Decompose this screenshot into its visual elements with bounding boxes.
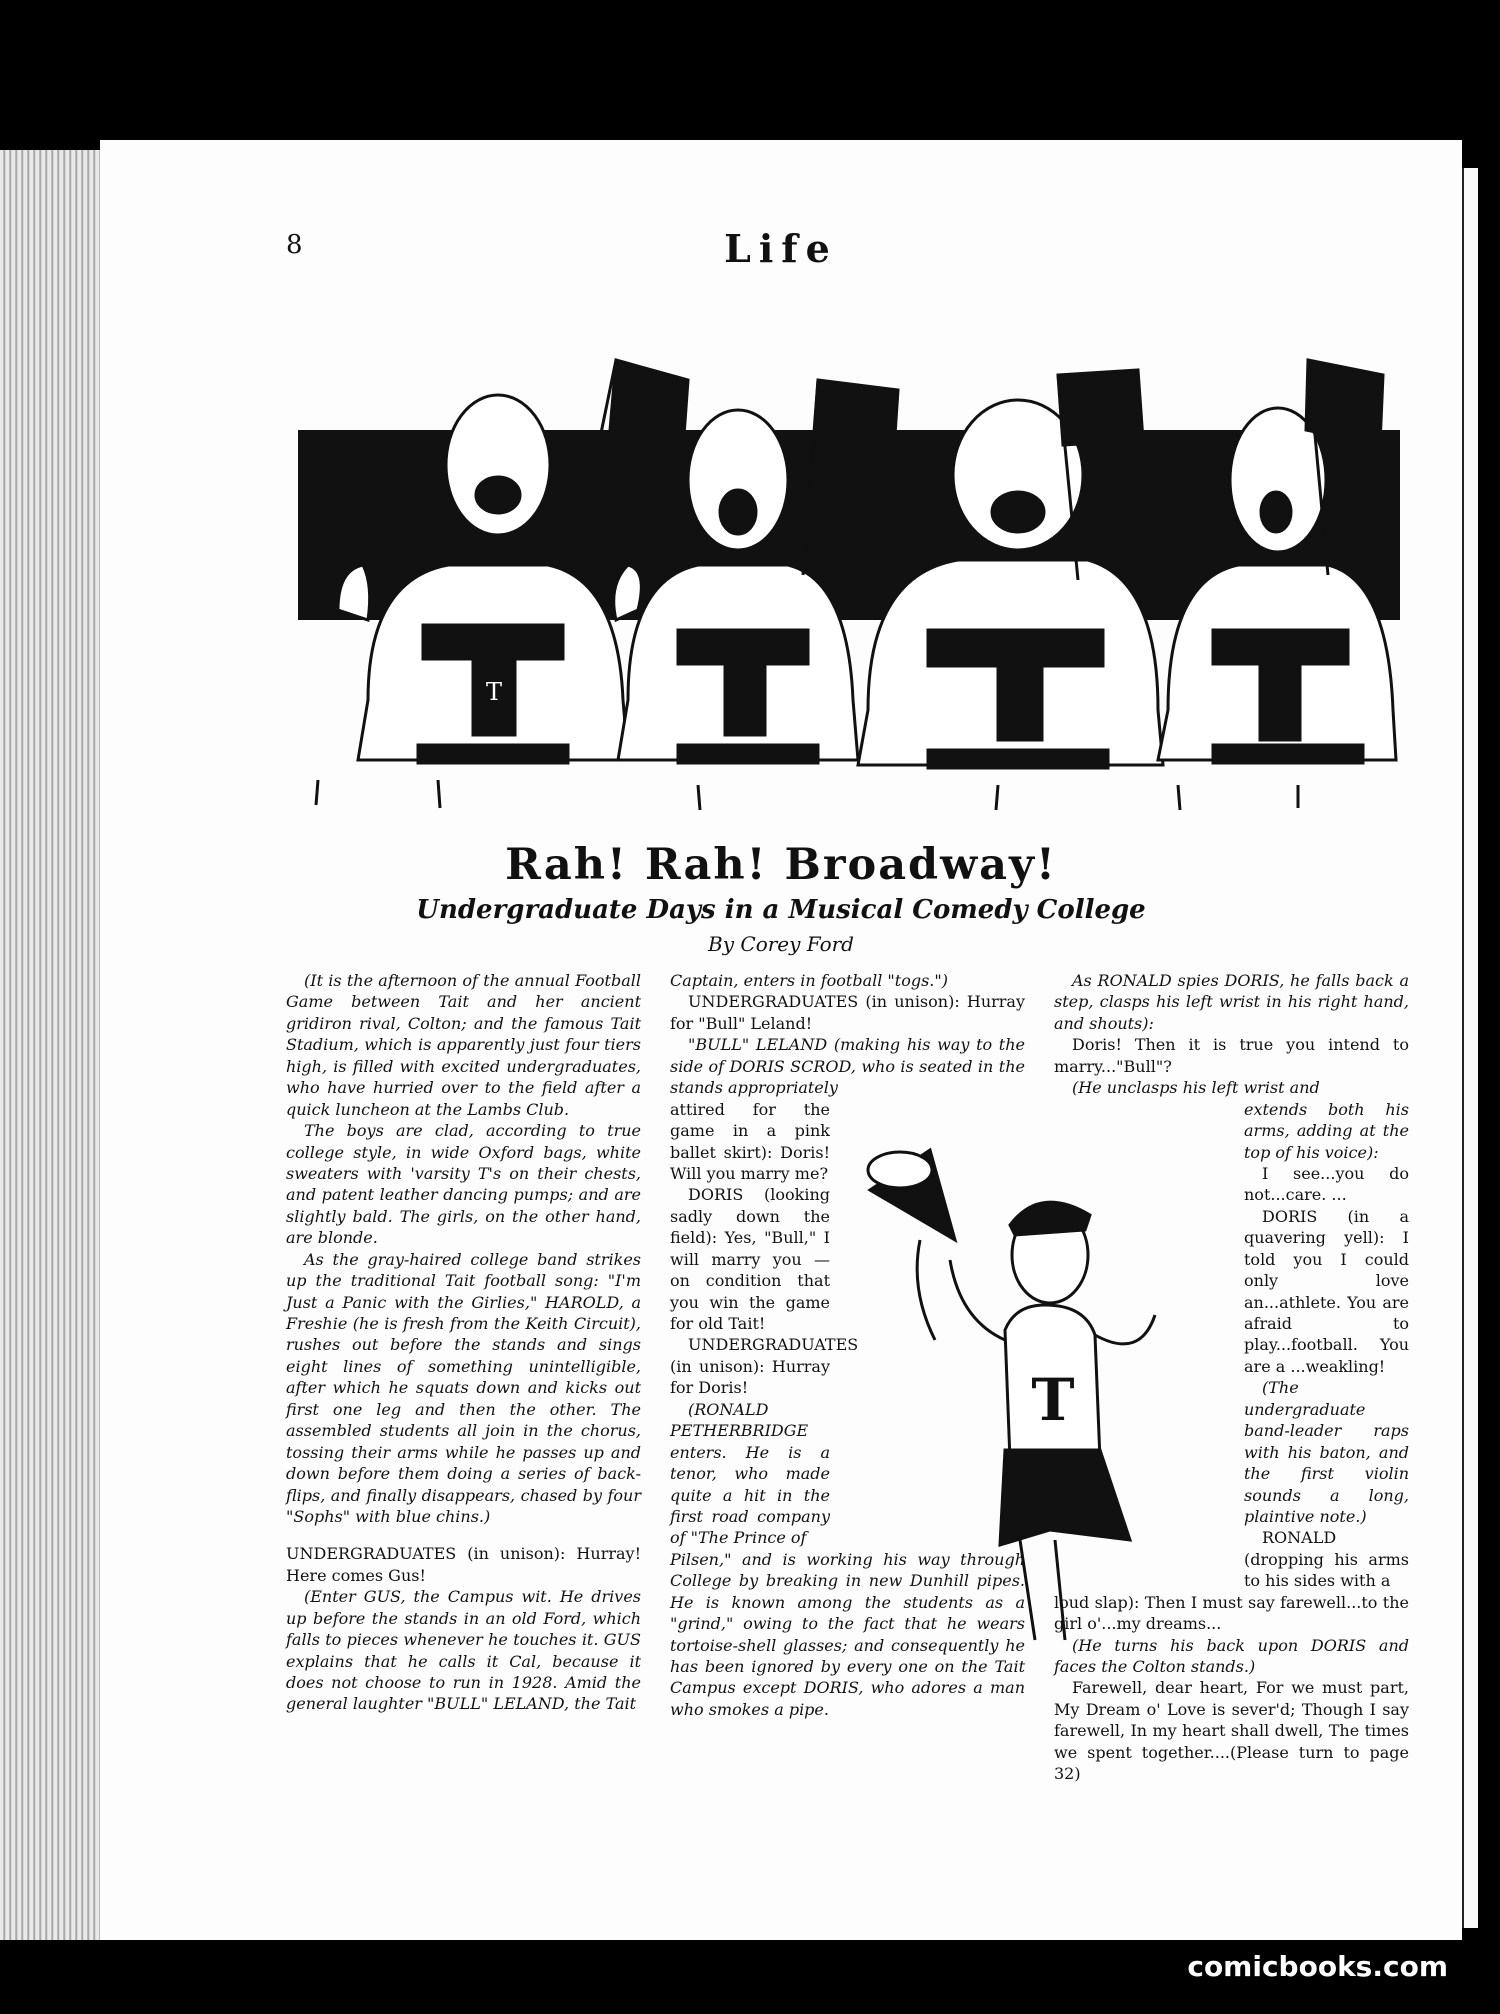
stage-direction: (RONALD PETHERBRIDGE enters. He is a tenor, who made quite a hit in the first road company of "The Prince of: [670, 1399, 830, 1548]
stage-direction: Captain, enters in football "togs."): [670, 971, 948, 990]
cheerleader-girl-illustration: [840, 1130, 1260, 1660]
dialogue-paragraph: Doris! Then it is true you intend to marry..."Bull"?: [1054, 1035, 1409, 1076]
dialogue-paragraph: UNDERGRADUATES (in unison): Hurray! Here comes Gus!: [286, 1544, 641, 1585]
book-page-edges: [0, 150, 110, 1940]
masthead: Life: [724, 226, 838, 271]
watermark: comicbooks.com: [1187, 1950, 1448, 1983]
stage-direction: (He unclasps his left wrist and: [1072, 1078, 1320, 1098]
dialogue-paragraph: attired for the game in a pink ballet skirt): Doris! Will you marry me?: [670, 1099, 830, 1183]
page-number: 8: [286, 230, 303, 260]
book-right-edge: [1462, 168, 1478, 1928]
stage-direction: "BULL" LELAND (making his way to the side of DORIS SCROD, who is seated in the stands appropriately: [670, 1035, 1025, 1098]
cheering-men-illustration: [298, 280, 1400, 820]
stage-direction: The boys are clad, according to true college style, in wide Oxford bags, white sweaters with 'varsity T's on their chests, and patent leather dancing pumps; and are slightly bald. The girls, on the other hand, are blonde.: [286, 1121, 641, 1248]
magazine-page: [100, 140, 1462, 1940]
dialogue-paragraph: I see...you do not...care. ...: [1244, 1163, 1409, 1205]
stage-direction: (He turns his back upon DORIS and faces the Colton stands.): [1054, 1635, 1409, 1676]
stage-direction: As RONALD spies DORIS, he falls back a step, clasps his left wrist in his right hand, and shouts):: [1054, 971, 1409, 1033]
dialogue-paragraph: DORIS (in a quavering yell): I told you I could only love an...athlete. You are afraid to play...football. You are a ...weakling!: [1244, 1206, 1409, 1376]
stage-direction: As the gray-haired college band strikes up the traditional Tait football song: "I'm Just a Panic with the Girlies," HAROLD, a Freshie (he is fresh from the Keith Circuit), rushes out before the stands and sings eight lines of something unintelligible, after which he squats down and kicks out first one leg and then the other. The assembled students all join in the chorus, tossing their arms while he passes up and down before them doing a series of back-flips, and finally disappears, chased by four "Sophs" with blue chins.): [286, 1249, 641, 1526]
stage-direction: (The undergraduate band-leader raps with his baton, and the first violin sounds a long, plaintive note.): [1244, 1378, 1409, 1526]
dialogue-paragraph: UNDERGRADUATES (in unison): Hurray for "Bull" Leland!: [670, 992, 1025, 1033]
article-subtitle: Undergraduate Days in a Musical Comedy College: [416, 895, 1146, 925]
song-lyrics: Farewell, dear heart, For we must part, My Dream o' Love is sever'd; Though I say farewell, In my heart shall dwell, The times we spent together....(Please turn to page 32): [1054, 1678, 1409, 1784]
text-column-1: [286, 970, 641, 1715]
svg-text:T: T: [1031, 1366, 1075, 1434]
svg-text:T: T: [485, 678, 503, 706]
dialogue-paragraph: UNDERGRADUATES (in unison): Hurray for Doris!: [670, 1335, 859, 1398]
dialogue-paragraph: DORIS (looking sadly down the field): Yes, "Bull," I will marry you — on condition that you win the game for old Tait!: [670, 1185, 830, 1333]
stage-direction: (Enter GUS, the Campus wit. He drives up before the stands in an old Ford, which falls to pieces whenever he touches it. GUS explains that he calls it Cal, because it does not choose to run in 1928. Amid the general laughter "BULL" LELAND, the Tait: [286, 1587, 641, 1714]
stage-direction: (It is the afternoon of the annual Football Game between Tait and her ancient gridiron rival, Colton; and the famous Tait Stadium, which is apparently just four tiers high, is filled with excited undergraduates, who have hurried over to the field after a quick luncheon at the Lambs Club.: [286, 971, 641, 1119]
article-headline: Rah! Rah! Broadway!: [505, 840, 1057, 890]
dialogue-paragraph: RONALD (dropping his arms to his sides with a: [1244, 1528, 1409, 1591]
dialogue-paragraph: loud slap): Then I must say farewell...to the girl o'...my dreams...: [1054, 1592, 1409, 1634]
stage-direction: extends both his arms, adding at the top of his voice):: [1244, 1099, 1409, 1162]
stage-direction: Pilsen," and is working his way through College by breaking in new Dunhill pipes. He is known among the students as a "grind," owing to the fact that he wears tortoise-shell glasses; and consequently he has been ignored by every one on the Tait Campus except DORIS, who adores a man who smokes a pipe.: [670, 1549, 1025, 1719]
article-byline: By Corey Ford: [708, 932, 854, 956]
